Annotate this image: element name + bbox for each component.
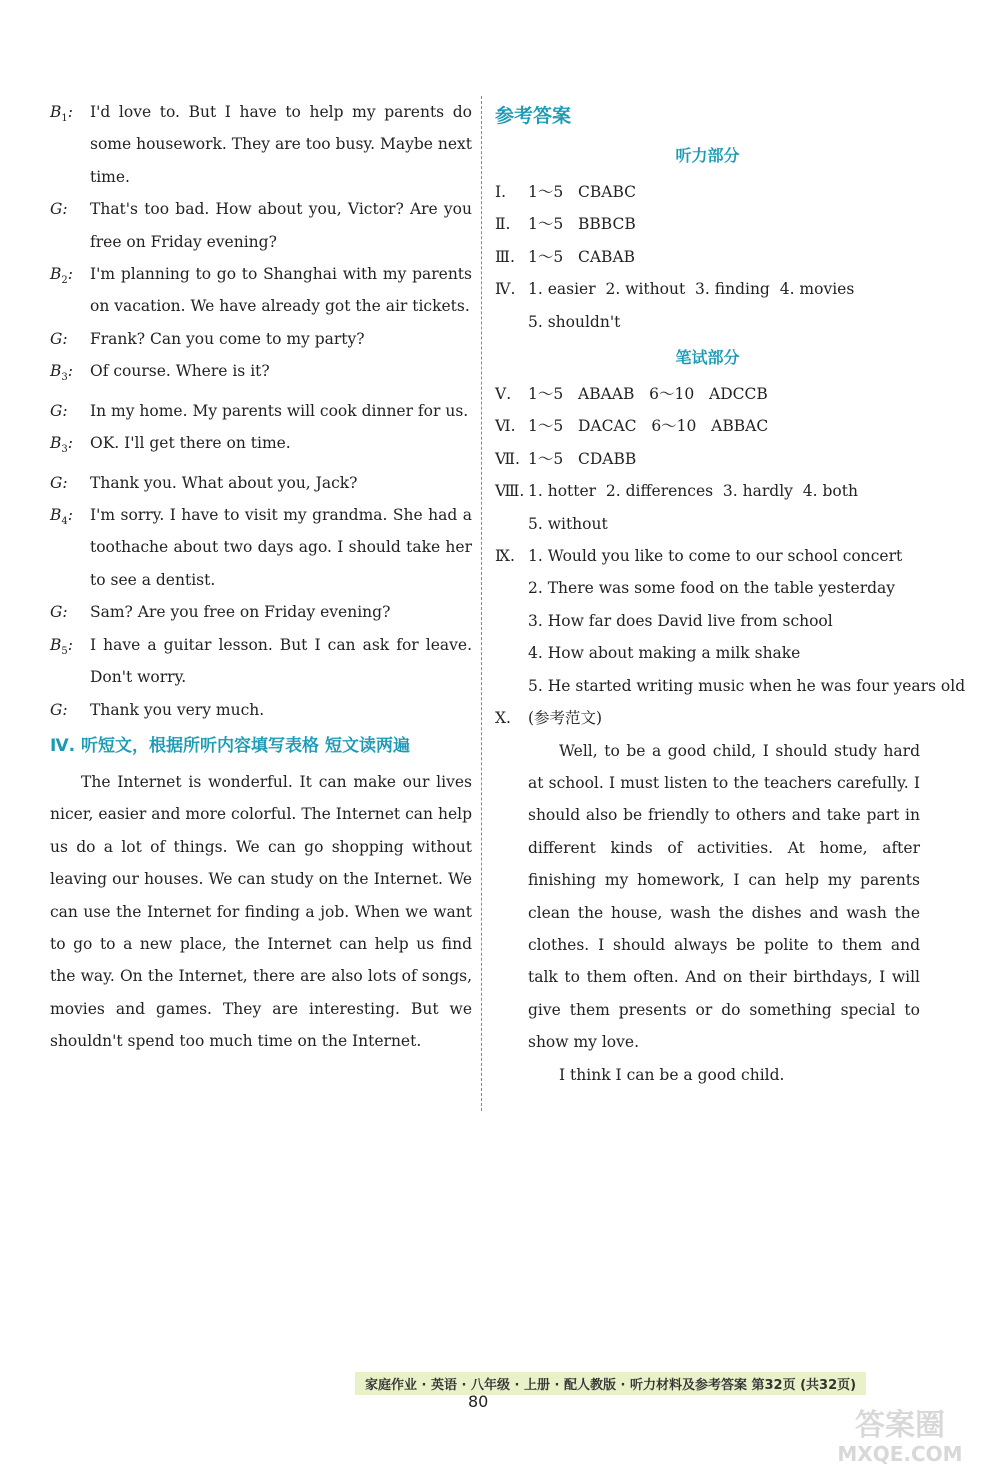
dialogue-text: I'd love to. But I have to help my parents do some housework. They are too busy. Maybe next time. [90, 103, 472, 186]
answer-number: Ⅷ. [495, 482, 525, 501]
dialogue-text: Sam? Are you free on Friday evening? [90, 603, 391, 622]
answer-text: 1～5 CABAB [528, 247, 636, 266]
answer-row [495, 475, 920, 507]
dialogue-line [50, 258, 472, 323]
answer-row [495, 208, 920, 240]
writing-answers [495, 378, 966, 702]
answer-number: Ⅰ. [495, 183, 507, 201]
footer-banner: 家庭作业 · 英语 · 八年级 · 上册 · 配人教版 · 听力材料及参考答案 第32页 (共32页) [355, 1372, 866, 1395]
dialogue-text: Frank? Can you come to my party? [90, 329, 365, 348]
answer-text: 3. How far does David live from school [528, 611, 833, 630]
speaker-label: G: [50, 329, 68, 348]
speaker-label: $B_3$: [50, 434, 73, 456]
page-number: 80 [468, 1392, 489, 1411]
answer-text: 2. There was some food on the table yesterday [528, 579, 896, 598]
answer-text: 1～5 CDABB [528, 449, 637, 468]
answer-text: 1. hotter 2. differences 3. hardly 4. both [528, 482, 858, 501]
answer-row [495, 273, 920, 305]
dialogue-line [50, 427, 472, 467]
dialogue-text: Thank you very much. [90, 700, 265, 719]
speaker-label: G: [50, 473, 68, 492]
watermark-bottom: MXQE.COM [837, 1442, 963, 1466]
speaker-label: G: [50, 200, 68, 219]
dialogue-line [50, 596, 472, 628]
watermark-top: 答案圈 [855, 1408, 945, 1443]
answer-row [495, 410, 920, 442]
writing-heading: 笔试部分 [675, 348, 740, 368]
dialogue-line [50, 355, 472, 395]
answer-row [495, 176, 920, 208]
answer-text: 1. Would you like to come to our school concert [528, 547, 903, 566]
answer-number: Ⅳ. [495, 280, 516, 299]
answer-text: 1～5 CBABC [528, 183, 636, 201]
listening-answers [495, 176, 920, 338]
dialogue-text: In my home. My parents will cook dinner for us. [90, 401, 469, 420]
dialogue-line [50, 395, 472, 427]
column-divider [481, 96, 482, 1111]
dialogue-text: That's too bad. How about you, Victor? Are you free on Friday evening? [90, 200, 472, 251]
section-4-passage: The Internet is wonderful. It can make our lives nicer, easier and more colorful. The Internet can help us do a lot of things. We can go shopping without leaving our houses. We can study on the Internet. We can use the Internet for finding a job. When we want to go to a new place, the Internet can help us find the way. On the Internet, there are also lots of songs, movies and games. They are interesting. But we shouldn't spend too much time on the Internet. [50, 772, 472, 1051]
essay-number: Ⅹ. [495, 709, 511, 728]
answer-row [495, 443, 920, 475]
dialogue-line [50, 694, 472, 726]
dialogue-line [50, 629, 472, 694]
speaker-label: G: [50, 700, 68, 719]
answer-text: 5. without [528, 514, 608, 533]
speaker-label: $B_3$: [50, 362, 73, 384]
answer-text: 1～5 DACAC 6～10 ABBAC [528, 417, 769, 436]
speaker-label: $B_2$: [50, 265, 73, 287]
answer-number: Ⅶ. [495, 449, 520, 468]
watermark-logo [815, 1405, 985, 1467]
dialogue-text: I'm sorry. I have to visit my grandma. She had a toothache about two days ago. I should take her to see a dentist. [90, 506, 472, 589]
dialogue-text: I'm planning to go to Shanghai with my parents on vacation. We have already got the air tickets. [90, 265, 472, 316]
answer-text: 1～5 BBBCB [528, 215, 636, 234]
dialogue-text: Thank you. What about you, Jack? [90, 473, 358, 492]
answer-text: 4. How about making a milk shake [528, 644, 801, 663]
answer-row [495, 540, 920, 572]
speaker-label: $B_4$: [50, 506, 73, 528]
essay-label: (参考范文) [528, 709, 603, 728]
left-column [50, 96, 472, 1058]
dialogue-text: OK. I'll get there on time. [90, 434, 291, 453]
answer-number: Ⅸ. [495, 547, 515, 566]
answer-text: 1～5 ABAAB 6～10 ADCCB [528, 385, 768, 404]
dialogue-text: I have a guitar lesson. But I can ask for leave. Don't worry. [90, 635, 472, 687]
answers-heading: 参考答案 [495, 105, 572, 127]
dialogue-text: Of course. Where is it? [90, 362, 270, 381]
speaker-label: $B_1$: [50, 103, 73, 125]
answer-text: 5. shouldn't [528, 312, 621, 331]
answer-number: Ⅴ. [495, 385, 512, 404]
speaker-label: G: [50, 401, 68, 420]
speaker-label: $B_5$: [50, 635, 73, 657]
dialogue [50, 96, 472, 726]
answer-row [495, 378, 920, 410]
essay-paragraph-2: I think I can be a good child. [559, 1065, 785, 1084]
dialogue-line [50, 193, 472, 258]
speaker-label: G: [50, 603, 68, 622]
answer-number: Ⅵ. [495, 417, 516, 436]
answer-row [495, 241, 920, 273]
dialogue-line [50, 467, 472, 499]
listening-heading: 听力部分 [675, 146, 740, 165]
essay-paragraph-1: Well, to be a good child, I should study hard at school. I must listen to the teachers carefully. I should also be friendly to others and take part in different kinds of activities. At home, after finishing my homework, I can help my parents clean the house, wash the dishes and wash the clothes. I should always be polite to them and talk to them often. And on their birthdays, I will give them presents or do something special to show my love. [528, 741, 920, 1052]
answer-number: Ⅲ. [495, 247, 515, 266]
answer-text: 1. easier 2. without 3. finding 4. movies [528, 280, 855, 299]
section-4-title: Ⅳ. 听短文，根据所听内容填写表格 短文读两遍 [50, 735, 410, 756]
answer-text: 5. He started writing music when he was four years old [528, 676, 966, 695]
answer-number: Ⅱ. [495, 215, 511, 234]
right-column [495, 96, 966, 1091]
essay-header [495, 702, 920, 734]
dialogue-line [50, 499, 472, 596]
dialogue-line [50, 96, 472, 193]
dialogue-line [50, 323, 472, 355]
